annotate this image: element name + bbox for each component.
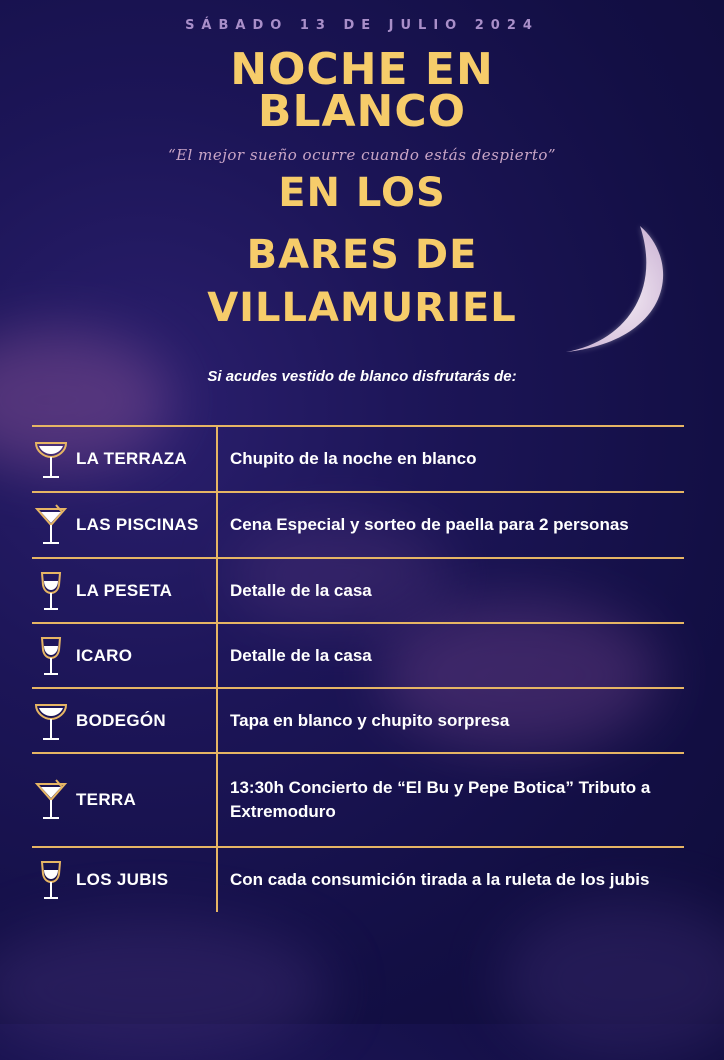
bar-offer: Detalle de la casa [230,580,372,600]
intro-text: Si acudes vestido de blanco disfrutarás de: [207,368,517,385]
crescent-moon-icon [554,222,674,362]
event-date: SÁBADO 13 DE JULIO 2024 [185,18,539,33]
bar-offer: Con cada consumición tirada a la ruleta de los jubis [230,870,650,889]
coupe-glass-icon [32,698,70,744]
bar-name: LAS PISCINAS [76,515,199,534]
bar-name: BODEGÓN [76,710,166,730]
bar-offer: Tapa en blanco y chupito sorpresa [230,710,510,730]
quote: “El mejor sueño ocurre cuando estás despierto” [167,146,557,164]
bar-name: ICARO [76,645,133,665]
subtitle-line-2: BARES DE [246,232,478,278]
wine-glass-icon [32,633,70,679]
bar-name-cell [32,848,218,912]
bar-offer: 13:30h Concierto de “El Bu y Pepe Botica” Tributo a Extremoduro [230,778,651,821]
wine-glass-icon [32,857,70,903]
bar-name-cell [32,624,218,687]
wine-glass-icon [32,568,70,614]
bar-name-cell [32,754,218,846]
bars-table [32,425,684,912]
bar-row [32,622,684,687]
bar-row [32,846,684,912]
bar-name-cell [32,689,218,752]
bar-row [32,491,684,557]
cloud-decoration [0,920,330,1060]
bar-row [32,425,684,491]
bar-row [32,752,684,846]
coupe-glass-icon [32,436,70,482]
bar-row [32,687,684,752]
bar-offer: Cena Especial y sorteo de paella para 2 personas [230,515,629,534]
bar-row [32,557,684,622]
bar-offer: Detalle de la casa [230,645,372,665]
martini-glass-icon [32,777,70,823]
bar-name: LA PESETA [76,580,173,600]
title-line-1: NOCHE EN [230,44,494,95]
bar-name: LA TERRAZA [76,449,187,468]
title-line-2: BLANCO [257,86,467,137]
bar-name: TERRA [76,790,137,809]
bar-name: LOS JUBIS [76,870,169,889]
subtitle-line-3: VILLAMURIEL [207,285,517,331]
subtitle-line-1: EN LOS [278,170,446,216]
bar-offer: Chupito de la noche en blanco [230,449,477,468]
bar-name-cell [32,493,218,557]
bar-name-cell [32,427,218,491]
bar-name-cell [32,559,218,622]
cloud-decoration [500,900,724,1060]
martini-glass-icon [32,502,70,548]
